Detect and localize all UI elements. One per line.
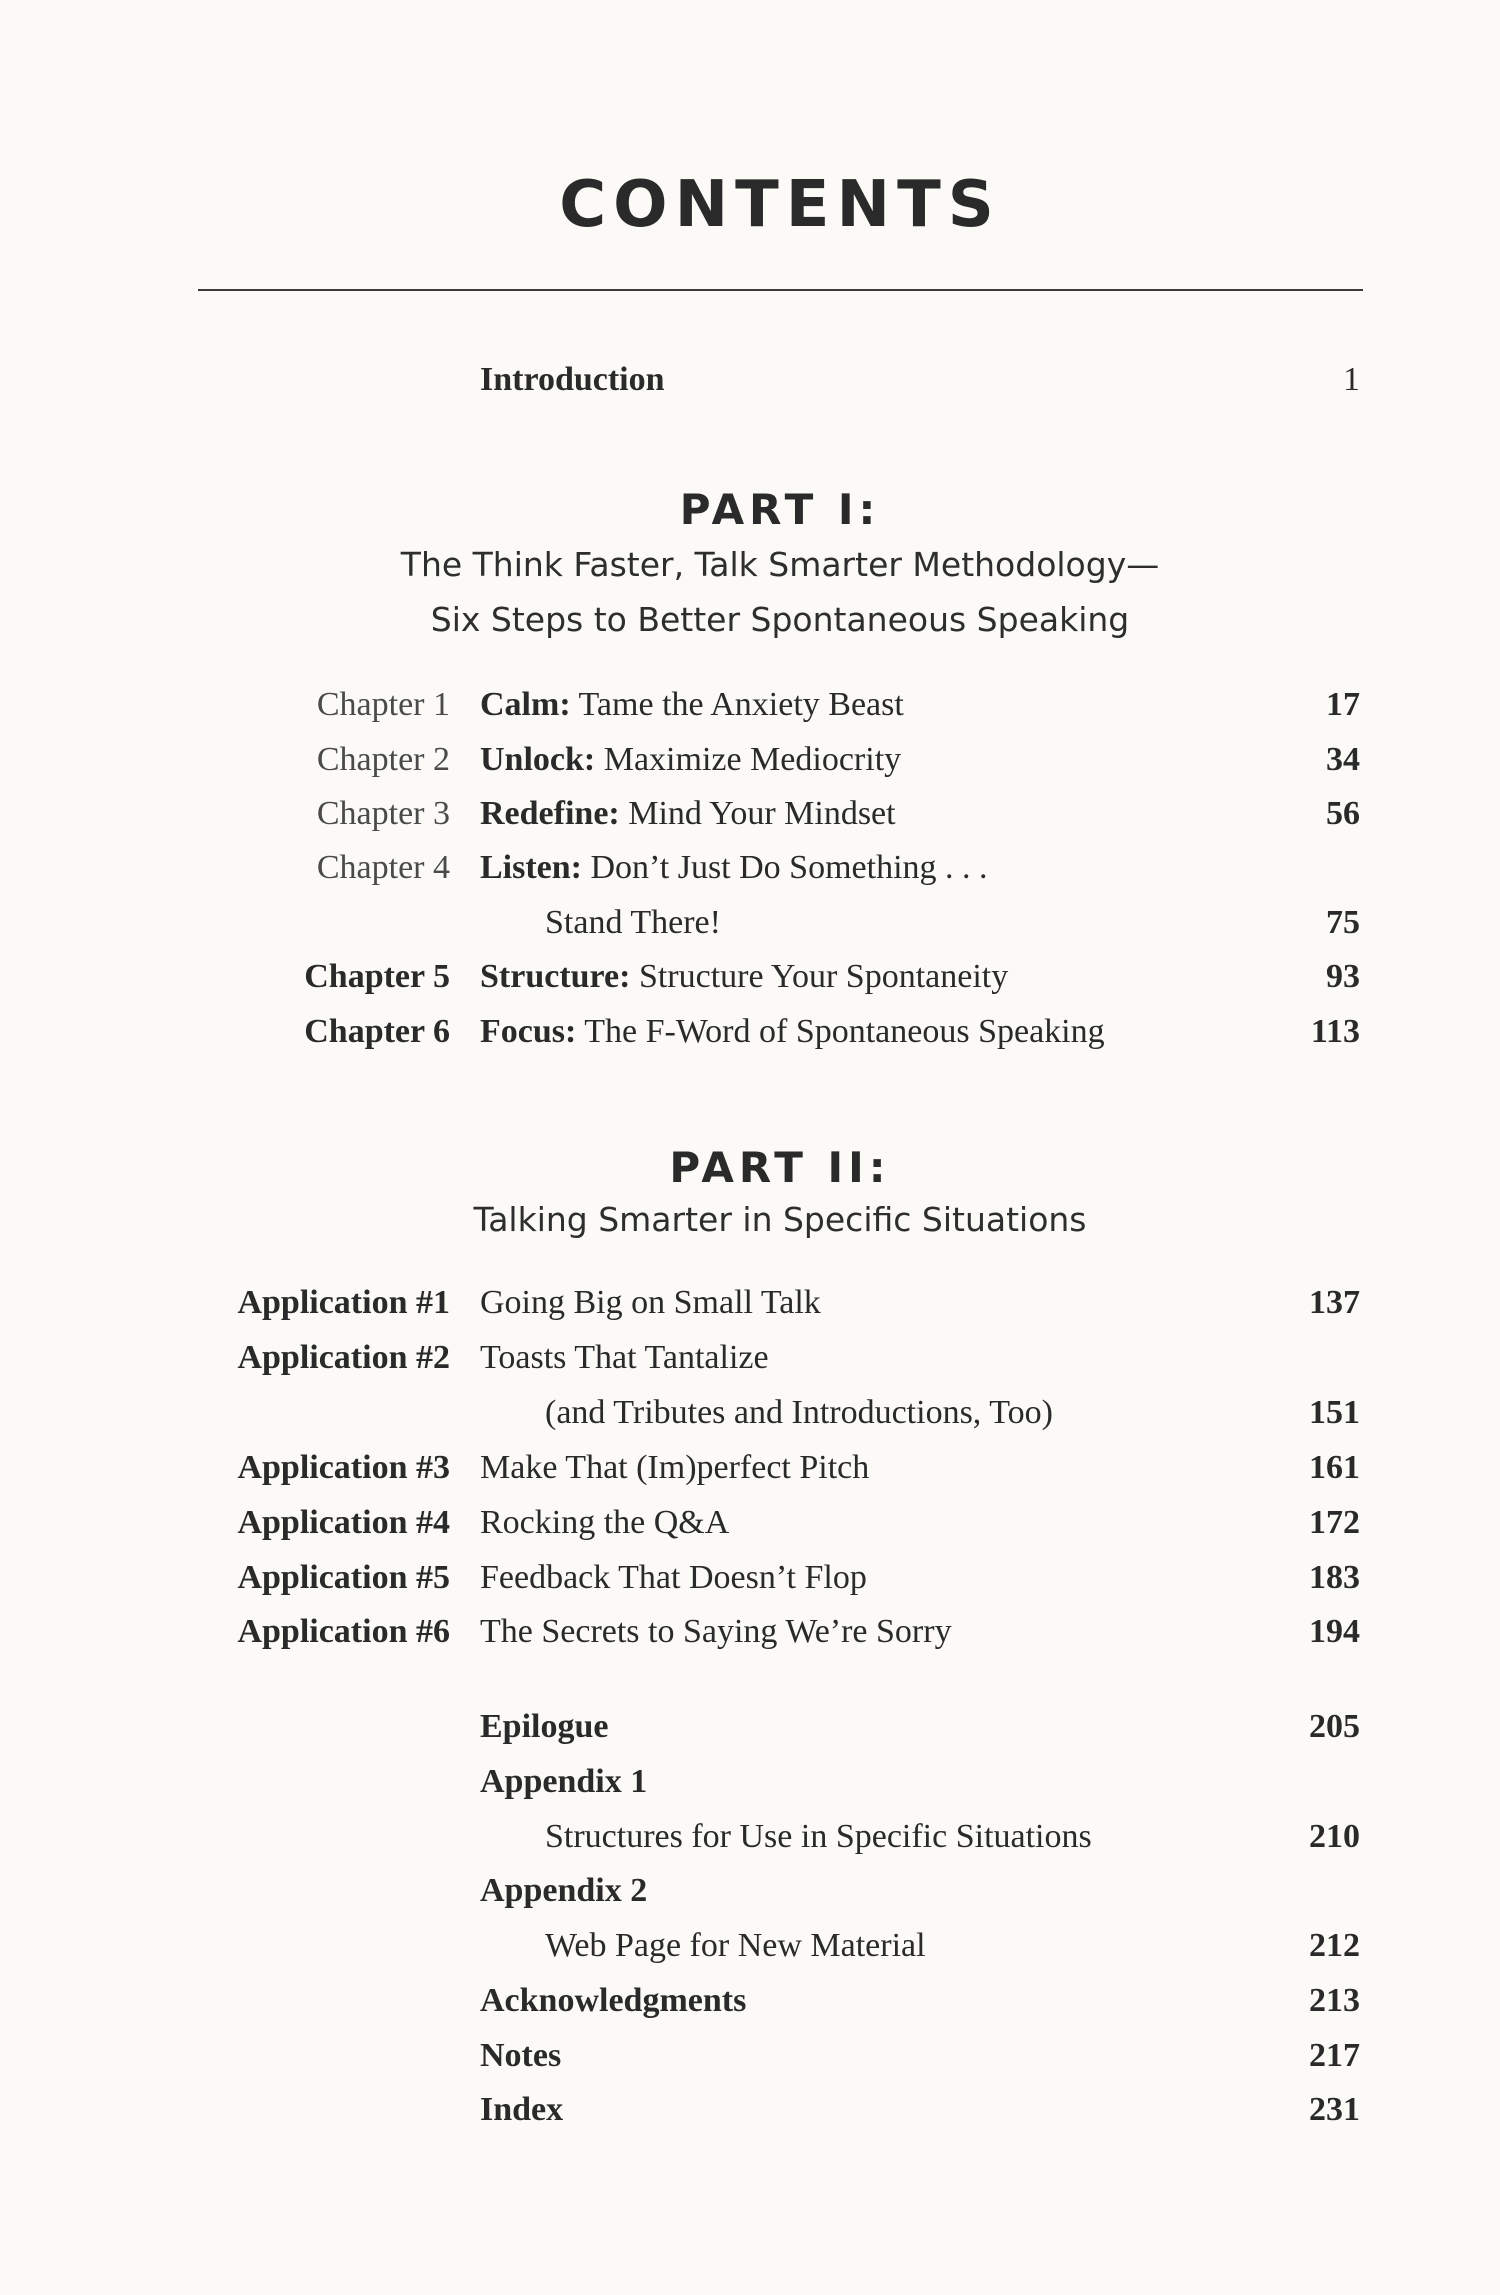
toc-entry-chapter-2[interactable] <box>0 735 1500 785</box>
toc-entry-appendix-2-subtitle[interactable] <box>0 1921 1500 1971</box>
entry-page: 56 <box>1326 795 1360 832</box>
chapter-label: Chapter 6 <box>304 1013 450 1050</box>
entry-page: 213 <box>1309 1982 1360 2019</box>
part2-subtitle: Talking Smarter in Specific Situations <box>473 1200 1087 1239</box>
title-rule <box>198 289 1363 291</box>
chapter-title: Tame the Anxiety Beast <box>570 686 904 723</box>
entry-page: 93 <box>1326 958 1360 995</box>
chapter-title: Mind Your Mindset <box>619 795 896 832</box>
entry-title: Index <box>480 2091 564 2128</box>
toc-entry-application-1[interactable] <box>0 1278 1500 1328</box>
toc-entry-chapter-4-continued[interactable] <box>0 898 1500 948</box>
entry-title: Acknowledgments <box>480 1982 747 2019</box>
entry-page: 183 <box>1309 1559 1360 1596</box>
toc-entry-chapter-6[interactable] <box>0 1007 1500 1057</box>
entry-page: 172 <box>1309 1504 1360 1541</box>
application-label: Application #2 <box>237 1339 450 1376</box>
chapter-title: Don’t Just Do Something . . . <box>582 849 988 886</box>
entry-page: 113 <box>1310 1013 1360 1050</box>
toc-entry-application-3[interactable] <box>0 1443 1500 1493</box>
application-title: Going Big on Small Talk <box>480 1284 821 1321</box>
entry-title: Introduction <box>480 361 665 398</box>
toc-entry-appendix-1[interactable] <box>0 1757 1500 1807</box>
application-label: Application #6 <box>237 1613 450 1650</box>
entry-page: 212 <box>1309 1927 1360 1964</box>
chapter-label: Chapter 4 <box>316 849 450 886</box>
chapter-title: Structure Your Spontaneity <box>630 958 1009 995</box>
part2-heading: PART II: <box>669 1143 891 1192</box>
entry-page: 17 <box>1326 686 1360 723</box>
toc-entry-chapter-5[interactable] <box>0 952 1500 1002</box>
contents-title: CONTENTS <box>559 168 1001 242</box>
entry-title: Epilogue <box>480 1708 609 1745</box>
toc-entry-chapter-4[interactable] <box>0 843 1500 893</box>
application-title-continuation: (and Tributes and Introductions, Too) <box>545 1394 1053 1431</box>
toc-entry-appendix-2[interactable] <box>0 1866 1500 1916</box>
entry-page: 217 <box>1309 2037 1360 2074</box>
chapter-label: Chapter 3 <box>316 795 450 832</box>
toc-entry-application-2[interactable] <box>0 1333 1500 1383</box>
application-title: The Secrets to Saying We’re Sorry <box>480 1613 952 1650</box>
entry-page: 75 <box>1326 904 1360 941</box>
part1-heading: PART I: <box>679 485 881 534</box>
entry-page: 161 <box>1309 1449 1360 1486</box>
toc-entry-introduction[interactable] <box>0 355 1500 405</box>
entry-title: Notes <box>480 2037 562 2074</box>
toc-entry-epilogue[interactable] <box>0 1702 1500 1752</box>
entry-page: 205 <box>1309 1708 1360 1745</box>
toc-entry-notes[interactable] <box>0 2031 1500 2081</box>
toc-entry-chapter-3[interactable] <box>0 789 1500 839</box>
application-title: Make That (Im)perfect Pitch <box>480 1449 870 1486</box>
chapter-label: Chapter 1 <box>316 686 450 723</box>
application-title: Feedback That Doesn’t Flop <box>480 1559 867 1596</box>
application-label: Application #4 <box>237 1504 450 1541</box>
part1-subtitle-line2: Six Steps to Better Spontaneous Speaking <box>430 600 1130 639</box>
toc-entry-appendix-1-subtitle[interactable] <box>0 1812 1500 1862</box>
chapter-keyword: Unlock: <box>480 741 596 778</box>
toc-entry-index[interactable] <box>0 2085 1500 2135</box>
entry-page: 231 <box>1309 2091 1360 2128</box>
chapter-keyword: Redefine: <box>480 795 620 832</box>
entry-page: 1 <box>1343 361 1360 398</box>
entry-title: Appendix 1 <box>480 1763 648 1800</box>
application-title: Toasts That Tantalize <box>480 1339 769 1376</box>
entry-subtitle: Structures for Use in Specific Situations <box>545 1818 1092 1855</box>
chapter-label: Chapter 5 <box>304 958 450 995</box>
toc-entry-application-2-continued[interactable] <box>0 1388 1500 1438</box>
chapter-label: Chapter 2 <box>316 741 450 778</box>
application-label: Application #5 <box>237 1559 450 1596</box>
application-label: Application #3 <box>237 1449 450 1486</box>
entry-page: 137 <box>1309 1284 1360 1321</box>
entry-page: 34 <box>1326 741 1360 778</box>
chapter-title: The F-Word of Spontaneous Speaking <box>576 1013 1105 1050</box>
entry-page: 194 <box>1309 1613 1360 1650</box>
toc-entry-chapter-1[interactable] <box>0 680 1500 730</box>
entry-page: 151 <box>1309 1394 1360 1431</box>
entry-page: 210 <box>1309 1818 1360 1855</box>
application-title: Rocking the Q&A <box>480 1504 730 1541</box>
part1-subtitle-line1: The Think Faster, Talk Smarter Methodology— <box>400 545 1160 584</box>
application-label: Application #1 <box>237 1284 450 1321</box>
chapter-title: Maximize Mediocrity <box>595 741 902 778</box>
entry-subtitle: Web Page for New Material <box>545 1927 926 1964</box>
chapter-keyword: Listen: <box>480 849 582 886</box>
toc-entry-acknowledgments[interactable] <box>0 1976 1500 2026</box>
chapter-title-continuation: Stand There! <box>545 904 721 941</box>
chapter-keyword: Focus: <box>480 1013 577 1050</box>
toc-entry-application-4[interactable] <box>0 1498 1500 1548</box>
toc-entry-application-5[interactable] <box>0 1553 1500 1603</box>
chapter-keyword: Calm: <box>480 686 571 723</box>
toc-entry-application-6[interactable] <box>0 1607 1500 1657</box>
entry-title: Appendix 2 <box>480 1872 648 1909</box>
chapter-keyword: Structure: <box>480 958 631 995</box>
